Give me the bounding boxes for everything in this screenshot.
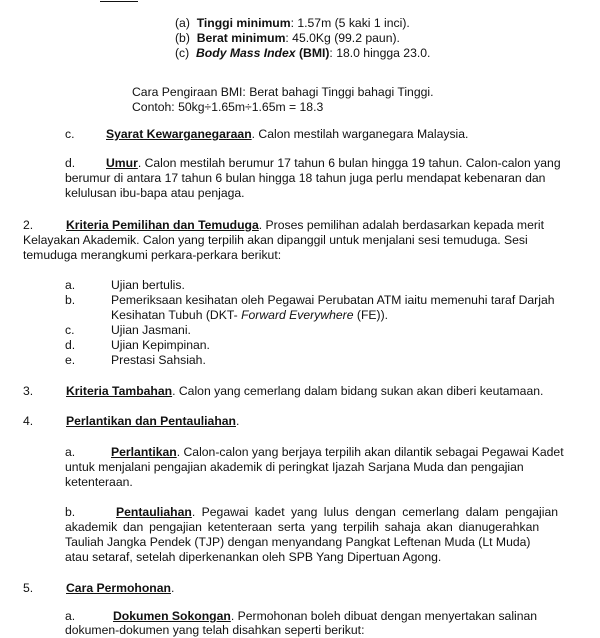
section-2-title: Kriteria Pemilihan dan Temuduga bbox=[66, 218, 259, 232]
list-item: Ujian Kepimpinan. bbox=[111, 338, 210, 352]
physical-item-a: (a) Tinggi minimum: 1.57m (5 kaki 1 inci). bbox=[175, 16, 410, 30]
section-4-title: Perlantikan dan Pentauliahan bbox=[66, 414, 236, 428]
bmi-formula: Cara Pengiraan BMI: Berat bahagi Tinggi bahagi Tinggi. bbox=[132, 85, 434, 99]
section-2-line2: Kelayakan Akademik. Calon yang terpilih akan dipanggil untuk menjalani sesi temuduga. Sesi bbox=[23, 233, 528, 247]
item-d-title: Umur bbox=[106, 156, 138, 170]
physical-item-c: (c) Body Mass Index (BMI): 18.0 hingga 23.0. bbox=[175, 46, 431, 60]
section-4a-line1: Perlantikan. Calon-calon yang berjaya terpilih akan dilantik sebagai Pegawai Kadet bbox=[111, 445, 564, 459]
section-4b-line4: atau setaraf, setelah diperkenankan oleh SPB Yang Dipertuan Agong. bbox=[65, 550, 442, 564]
section-4a-letter: a. bbox=[65, 445, 76, 459]
item-d-line1: Umur. Calon mestilah berumur 17 tahun 6 bulan hingga 19 tahun. Calon-calon yang bbox=[106, 156, 561, 170]
section-3-title: Kriteria Tambahan bbox=[66, 384, 173, 398]
list-item-letter: d. bbox=[65, 338, 76, 352]
section-4b-line3: Tauliah Jangka Pendek (TJP) dengan menyandang Pangkat Leftenan Muda (Lt Muda) bbox=[65, 535, 531, 549]
section-4-number: 4. bbox=[23, 414, 34, 428]
section-4b-line1: Pentauliahan. Pegawai kadet yang lulus dengan cemerlang dalam pengajian bbox=[116, 505, 559, 519]
list-item: Prestasi Sahsiah. bbox=[111, 353, 206, 367]
section-4a-line3: ketenteraan. bbox=[65, 475, 133, 489]
section-4a-line2: untuk menjalani pengajian akademik di peringkat Ijazah Sarjana Muda dan pengajian bbox=[65, 460, 524, 474]
section-5-number: 5. bbox=[23, 581, 34, 595]
list-item-continuation: Kesihatan Tubuh (DKT- Forward Everywhere (FE)). bbox=[111, 308, 389, 322]
section-4a-title: Perlantikan bbox=[111, 445, 177, 459]
section-4-heading: Perlantikan dan Pentauliahan. bbox=[66, 414, 240, 428]
item-c-letter: c. bbox=[65, 127, 75, 141]
list-item: Ujian bertulis. bbox=[111, 278, 185, 292]
section-2-line3: temuduga merangkumi perkara-perkara berikut: bbox=[23, 248, 282, 262]
top-clipped-line bbox=[100, 0, 138, 2]
list-item-letter: b. bbox=[65, 293, 76, 307]
list-item-letter: e. bbox=[65, 353, 76, 367]
physical-item-b: (b) Berat minimum: 45.0Kg (99.2 paun). bbox=[175, 31, 400, 45]
list-item-letter: c. bbox=[65, 323, 75, 337]
section-5a-title: Dokumen Sokongan bbox=[113, 609, 231, 623]
section-5a-line2: dokumen-dokumen yang telah disahkan seperti berikut: bbox=[65, 623, 365, 637]
section-4b-line2: akademik dan pengajian ketenteraan serta yang terpilih sahaja akan dianugerahkan bbox=[65, 520, 540, 534]
section-5a-letter: a. bbox=[65, 609, 76, 623]
item-c-title: Syarat Kewarganegaraan bbox=[106, 127, 252, 141]
section-4b-letter: b. bbox=[65, 505, 76, 519]
item-d-line2: berumur di antara 17 tahun 6 bulan hingga 18 tahun juga perlu mendapat kebenaran dan bbox=[65, 171, 546, 185]
section-2-line1: Kriteria Pemilihan dan Temuduga. Proses pemilihan adalah berdasarkan kepada merit bbox=[66, 218, 544, 232]
section-5a-line1: Dokumen Sokongan. Permohonan boleh dibuat dengan menyertakan salinan bbox=[113, 609, 538, 623]
list-item-letter: a. bbox=[65, 278, 76, 292]
item-d-letter: d. bbox=[65, 156, 76, 170]
bmi-example: Contoh: 50kg÷1.65m÷1.65m = 18.3 bbox=[132, 100, 324, 114]
section-3-number: 3. bbox=[23, 384, 34, 398]
item-c-text: Syarat Kewarganegaraan. Calon mestilah warganegara Malaysia. bbox=[106, 127, 469, 141]
item-d-line3: kelulusan ibu-bapa atau penjaga. bbox=[65, 186, 245, 200]
section-5-heading: Cara Permohonan. bbox=[66, 581, 175, 595]
list-item: Pemeriksaan kesihatan oleh Pegawai Perubatan ATM iaitu memenuhi taraf Darjah bbox=[111, 293, 555, 307]
section-2-number: 2. bbox=[23, 218, 34, 232]
list-item: Ujian Jasmani. bbox=[111, 323, 191, 337]
section-3-text: Kriteria Tambahan. Calon yang cemerlang dalam bidang sukan akan diberi keutamaan. bbox=[66, 384, 544, 398]
section-4b-title: Pentauliahan bbox=[116, 505, 192, 519]
section-5-title: Cara Permohonan bbox=[66, 581, 171, 595]
